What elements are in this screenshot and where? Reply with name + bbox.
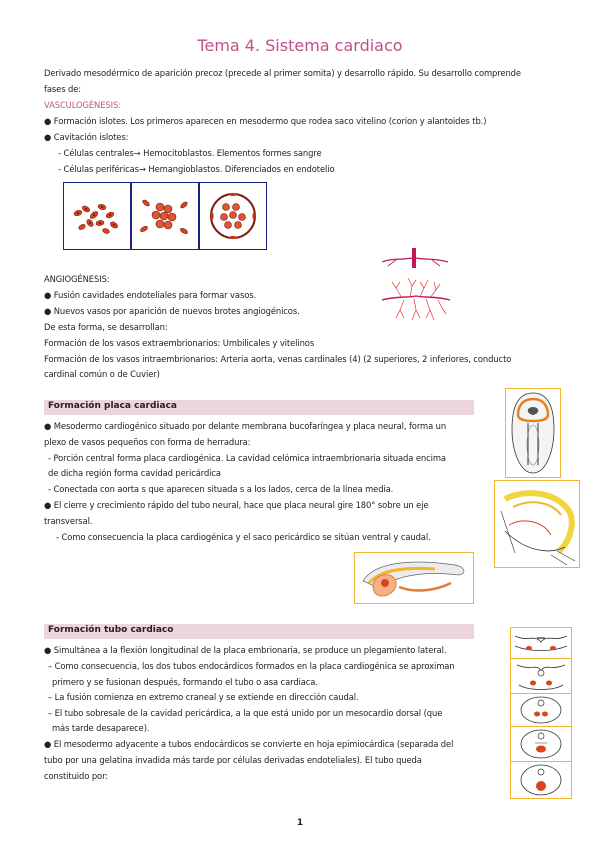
tubo-line: tubo por una gelatina invadida más tarde por células derivadas endoteliales). El tubo queda — [44, 755, 422, 765]
tubo-line: – La fusión comienza en extremo craneal y se extiende en dirección caudal. — [48, 692, 359, 702]
angiogenesis-line: Formación de los vasos extraembrionarios: Umbilicales y vitelinos — [44, 338, 315, 348]
tube-fold-figure-1 — [510, 627, 572, 659]
angiogenesis-line: De esta forma, se desarrollan: — [44, 322, 168, 332]
pericardial-rotation-illustration — [355, 553, 473, 603]
section-header-placa — [44, 400, 474, 415]
placa-line: - Porción central forma placa cardiogénica. La cavidad celómica intraembrionaria situada encima — [48, 453, 446, 463]
page-title: Tema 4. Sistema cardiaco — [197, 36, 403, 55]
intro-line-1: Derivado mesodérmico de aparición precoz (precede al primer somita) y desarrollo rápido. Su desarrollo comprende — [44, 68, 521, 78]
embryo-disc-dorsal-illustration — [506, 389, 560, 477]
lateral-folding-stage-3-illustration — [511, 694, 571, 726]
lateral-folding-stage-1-illustration — [511, 628, 571, 658]
vessel-cavity-illustration — [200, 183, 266, 249]
tubo-line: – El tubo sobresale de la cavidad pericárdica, a la que está unido por un mesocardio dorsal (que — [48, 708, 443, 718]
tubo-line: primero y se fusionan después, formando el tubo o asa cardiaca. — [52, 677, 318, 687]
vasculogenesis-heading: VASCULOGÉNESIS: — [44, 100, 121, 110]
cardiac-plate-figure-middle — [494, 480, 580, 568]
tube-fold-figure-2 — [510, 658, 572, 694]
lateral-folding-stage-4-illustration — [511, 727, 571, 761]
neural-folding-illustration — [495, 481, 579, 567]
placa-line: - Conectada con aorta s que aparecen situada s a los lados, cerca de la línea media. — [48, 484, 394, 494]
section-title: Formación tubo cardiaco — [48, 625, 174, 635]
islet-figure-panel-1 — [63, 182, 131, 250]
angiogenesis-sprouting-illustration — [382, 248, 452, 328]
placa-line: plexo de vasos pequeños con forma de herradura: — [44, 437, 251, 447]
angiogenesis-heading: ANGIOGÉNESIS: — [44, 274, 110, 284]
placa-line: - Como consecuencia la placa cardiogénica y el saco pericárdico se sitúan ventral y caudal. — [56, 532, 431, 542]
placa-line: ● El cierre y crecimiento rápido del tubo neural, hace que placa neural gire 180° sobre un eje — [44, 500, 429, 510]
lateral-folding-stage-5-illustration — [511, 762, 571, 798]
tubo-line: ● El mesodermo adyacente a tubos endocárdicos se convierte en hoja epimiocárdica (separada del — [44, 739, 454, 749]
placa-line: ● Mesodermo cardiogénico situado por delante membrana bucofaríngea y placa neural, forma un — [44, 421, 447, 431]
page-number: 1 — [296, 818, 304, 828]
lateral-folding-stage-2-illustration — [511, 659, 571, 693]
angiogenesis-line: cardinal común o de Cuvier) — [44, 369, 160, 379]
tubo-line: más tarde desaparece). — [52, 723, 150, 733]
vasculogenesis-line: - Células periféricas→ Hemangioblastos. Diferenciados en endotelio — [58, 164, 335, 174]
cardiac-plate-figure-top — [505, 388, 561, 478]
islet-figure-panel-3 — [199, 182, 267, 250]
cardiac-plate-figure-bottom — [354, 552, 474, 604]
vasculogenesis-line: ● Cavitación islotes: — [44, 132, 129, 142]
tubo-line: – Como consecuencia, los dos tubos endocárdicos formados en la placa cardiogénica se aproximan — [48, 661, 455, 671]
section-title: Formación placa cardiaca — [48, 401, 177, 411]
tubo-line: constituido por: — [44, 771, 108, 781]
angiogenesis-line: ● Nuevos vasos por aparición de nuevos brotes angiogénicos. — [44, 306, 300, 316]
placa-line: transversal. — [44, 516, 93, 526]
angiogenesis-line: Formación de los vasos intraembrionarios: Arteria aorta, venas cardinales (4) (2 superiores, 2 inferiores, conducto — [44, 354, 512, 364]
placa-line: de dicha región forma cavidad pericárdica — [48, 468, 221, 478]
tube-fold-figure-3 — [510, 693, 572, 727]
vasculogenesis-line: - Células centrales→ Hemocitoblastos. Elementos formes sangre — [58, 148, 322, 158]
intro-line-2: fases de: — [44, 84, 82, 94]
islet-figure-panel-2 — [131, 182, 199, 250]
tubo-line: ● Simultánea a la flexión longitudinal de la placa embrionaria, se produce un plegamiento lateral. — [44, 645, 447, 655]
tube-fold-figure-5 — [510, 761, 572, 799]
angiogenesis-line: ● Fusión cavidades endoteliales para formar vasos. — [44, 290, 257, 300]
mesenchyme-cells-illustration — [64, 183, 130, 249]
tube-fold-figure-4 — [510, 726, 572, 762]
vasculogenesis-line: ● Formación islotes. Los primeros aparecen en mesodermo que rodea saco vitelino (corion y alantoides tb.) — [44, 116, 487, 126]
section-header-tubo — [44, 624, 474, 639]
blood-island-illustration — [132, 183, 198, 249]
